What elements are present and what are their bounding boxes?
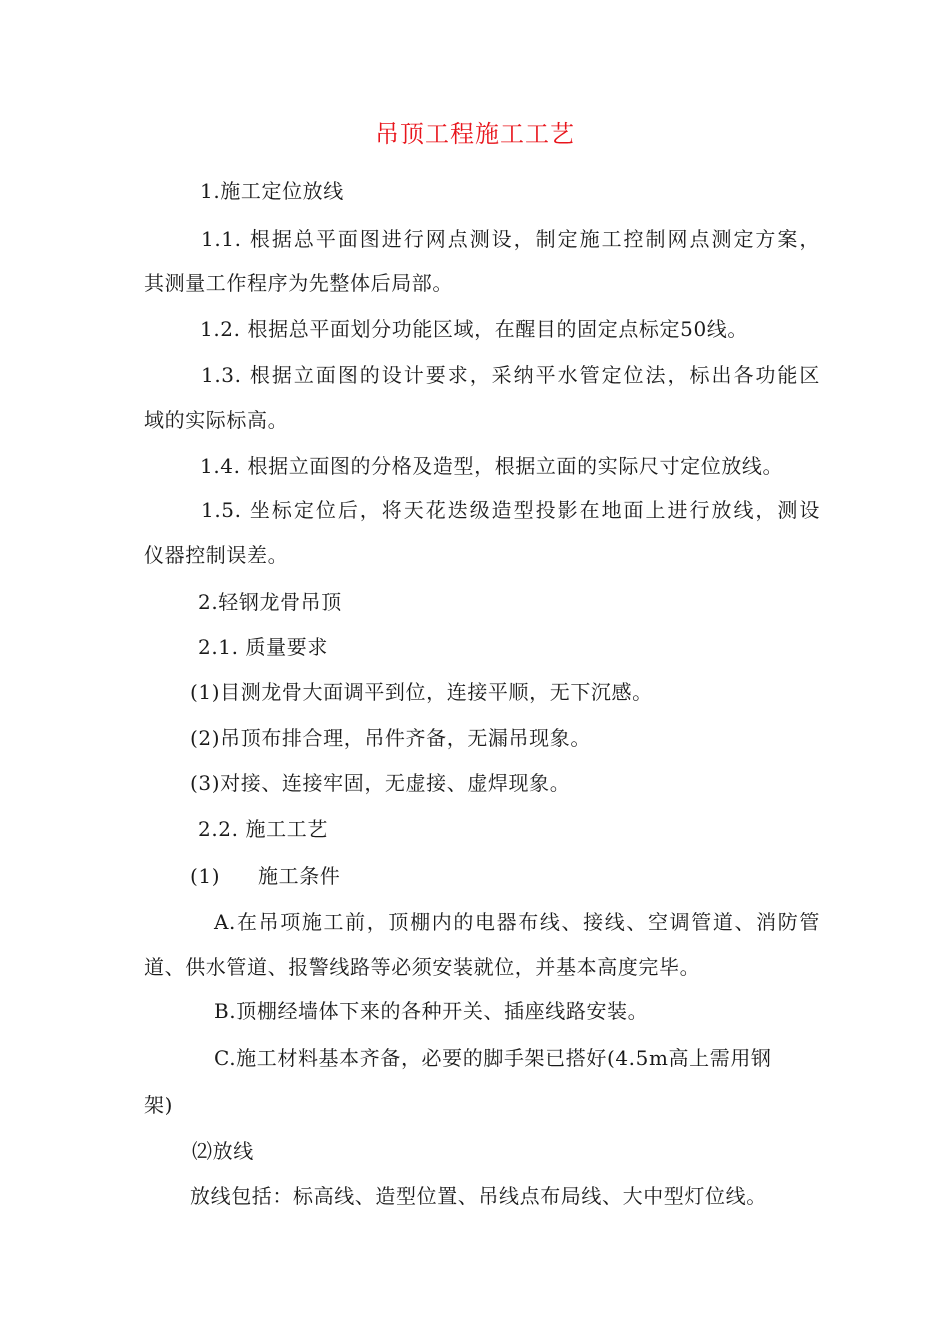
item-2-heading: ⑵放线	[192, 1139, 254, 1163]
paragraph-1-3-line-1: 1.3. 根据立面图的设计要求，采纳平水管定位法，标出各功能区	[201, 363, 820, 387]
paragraph-1-2: 1.2. 根据总平面划分功能区域，在醒目的固定点标定50线。	[200, 317, 748, 341]
item-1-label: 施工条件	[258, 864, 341, 888]
condition-a-line-2: 道、供水管道、报警线路等必须安装就位，并基本高度完毕。	[144, 955, 701, 979]
item-1-number: (1)	[190, 864, 221, 888]
paragraph-1-1-line-1: 1.1. 根据总平面图进行网点测设，制定施工控制网点测定方案，	[201, 227, 820, 251]
paragraph-1-5-line-1: 1.5. 坐标定位后，将天花迭级造型投影在地面上进行放线，测设	[201, 498, 820, 522]
setout-contents: 放线包括：标高线、造型位置、吊线点布局线、大中型灯位线。	[190, 1184, 767, 1208]
heading-2-1: 2.1. 质量要求	[198, 635, 328, 659]
condition-c-line-2: 架)	[144, 1093, 174, 1117]
requirement-1: (1)目测龙骨大面调平到位，连接平顺，无下沉感。	[190, 680, 653, 704]
paragraph-1-4: 1.4. 根据立面图的分格及造型，根据立面的实际尺寸定位放线。	[200, 454, 784, 478]
condition-b: B.顶棚经墙体下来的各种开关、插座线路安装。	[214, 999, 649, 1023]
paragraph-1-3-line-2: 域的实际标高。	[144, 408, 289, 432]
document-title: 吊顶工程施工工艺	[375, 120, 575, 148]
condition-a-line-1: A.在吊项施工前，顶棚内的电器布线、接线、空调管道、消防管	[214, 910, 820, 934]
requirement-2: (2)吊顶布排合理，吊件齐备，无漏吊现象。	[190, 726, 591, 750]
requirement-3: (3)对接、连接牢固，无虚接、虚焊现象。	[190, 771, 571, 795]
heading-2: 2.轻钢龙骨吊顶	[198, 590, 342, 614]
paragraph-1-1-line-2: 其测量工作程序为先整体后局部。	[144, 271, 453, 295]
heading-2-2: 2.2. 施工工艺	[198, 817, 328, 841]
paragraph-1-5-line-2: 仪器控制误差。	[144, 543, 289, 567]
heading-1: 1.施工定位放线	[200, 179, 344, 203]
condition-c-line-1: C.施工材料基本齐备，必要的脚手架已搭好(4.5m高上需用钢	[214, 1046, 772, 1070]
